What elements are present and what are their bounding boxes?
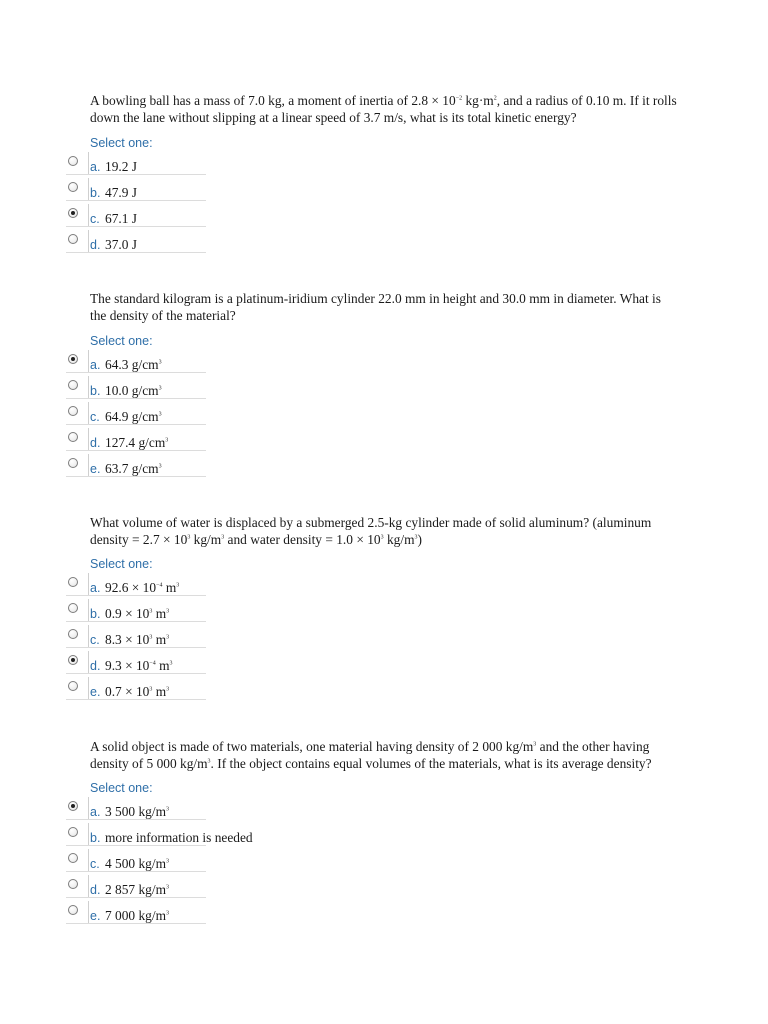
option-1c[interactable]: [66, 208, 286, 234]
option-letter: e.: [90, 909, 101, 923]
option-text: 2 857 $kg/m^3$: [105, 882, 170, 897]
question-1-text: A bowling ball has a mass of 7.0 kg, a moment of inertia of $2.8 \times 10^{-2}$ $kg\cdot m^2$, and a radius of 0.10 m. If it rolls down the lane without slipping at a linear speed of 3.7 m/s, what is its total kinetic energy?: [90, 93, 677, 125]
option-letter: d.: [90, 883, 101, 897]
option-2b[interactable]: [66, 380, 286, 406]
option-text: $92.6 \times 10^{-4}$ $m^3$: [105, 580, 180, 595]
option-2d[interactable]: [66, 432, 286, 458]
radio-button-selected[interactable]: [68, 655, 78, 665]
option-letter: c.: [90, 410, 100, 424]
option-1a[interactable]: [66, 156, 286, 182]
option-letter: b.: [90, 186, 101, 200]
option-letter: a.: [90, 581, 101, 595]
option-letter: c.: [90, 633, 100, 647]
option-2a[interactable]: [66, 354, 286, 380]
radio-button[interactable]: [68, 905, 78, 915]
option-text: more information is needed: [105, 830, 253, 845]
option-letter: e.: [90, 462, 101, 476]
radio-button-selected[interactable]: [68, 801, 78, 811]
radio-button[interactable]: [68, 156, 78, 166]
radio-button[interactable]: [68, 234, 78, 244]
option-text: 64.9 $g/cm^3$: [105, 409, 162, 424]
option-3e[interactable]: [66, 681, 286, 707]
option-letter: d.: [90, 659, 101, 673]
option-text: 47.9 J: [105, 185, 137, 200]
option-4d[interactable]: [66, 879, 286, 905]
question-4-text: A solid object is made of two materials, one material having density of 2 000 $kg/m^3$ and the other having density of 5 000 $kg/m^3$. If the object contains equal volumes of the materials, what is its average density?: [90, 739, 652, 771]
option-text: 7 000 $kg/m^3$: [105, 908, 170, 923]
select-one-label: Select one:: [90, 334, 153, 348]
option-letter: a.: [90, 160, 101, 174]
option-text: 37.0 J: [105, 237, 137, 252]
select-one-label: Select one:: [90, 781, 153, 795]
option-2e[interactable]: [66, 458, 286, 484]
option-text: $8.3 \times 10^3$ $m^3$: [105, 632, 170, 647]
select-one-label: Select one:: [90, 136, 153, 150]
option-3d[interactable]: [66, 655, 286, 681]
option-text: 67.1 J: [105, 211, 137, 226]
option-text: 3 500 $kg/m^3$: [105, 804, 170, 819]
radio-button[interactable]: [68, 458, 78, 468]
question-3-text: What volume of water is displaced by a submerged 2.5-kg cylinder made of solid aluminum? (aluminum density = $2.7 \times 10^3$ $kg/m^3$ and water density = $1.0 \times 10^3$ $kg/m^3$): [90, 515, 652, 547]
option-text: 4 500 $kg/m^3$: [105, 856, 170, 871]
option-text: 10.0 $g/cm^3$: [105, 383, 162, 398]
option-letter: b.: [90, 384, 101, 398]
option-letter: c.: [90, 857, 100, 871]
select-one-label: Select one:: [90, 557, 153, 571]
radio-button[interactable]: [68, 853, 78, 863]
option-text: 64.3 $g/cm^3$: [105, 357, 162, 372]
option-text: $9.3 \times 10^{-4}$ $m^3$: [105, 658, 173, 673]
radio-button[interactable]: [68, 406, 78, 416]
option-1d[interactable]: [66, 234, 286, 260]
option-4a[interactable]: [66, 801, 286, 827]
option-3b[interactable]: [66, 603, 286, 629]
option-letter: d.: [90, 436, 101, 450]
option-1b[interactable]: [66, 182, 286, 208]
option-letter: a.: [90, 805, 101, 819]
option-text: $0.7 \times 10^3$ $m^3$: [105, 684, 170, 699]
radio-button[interactable]: [68, 879, 78, 889]
radio-button[interactable]: [68, 380, 78, 390]
option-4b[interactable]: [66, 827, 286, 853]
radio-button[interactable]: [68, 827, 78, 837]
radio-button-selected[interactable]: [68, 208, 78, 218]
radio-button[interactable]: [68, 432, 78, 442]
radio-button[interactable]: [68, 629, 78, 639]
option-text: 127.4 $g/cm^3$: [105, 435, 169, 450]
radio-button-selected[interactable]: [68, 354, 78, 364]
option-letter: e.: [90, 685, 101, 699]
option-letter: b.: [90, 831, 101, 845]
radio-button[interactable]: [68, 603, 78, 613]
radio-button[interactable]: [68, 182, 78, 192]
option-3c[interactable]: [66, 629, 286, 655]
option-text: 63.7 $g/cm^3$: [105, 461, 162, 476]
option-letter: a.: [90, 358, 101, 372]
radio-button[interactable]: [68, 577, 78, 587]
question-2-text: The standard kilogram is a platinum-iridium cylinder 22.0 mm in height and 30.0 mm in diameter. What is the density of the material?: [90, 291, 661, 323]
option-letter: b.: [90, 607, 101, 621]
option-text: 19.2 J: [105, 159, 137, 174]
option-2c[interactable]: [66, 406, 286, 432]
option-text: $0.9 \times 10^3$ $m^3$: [105, 606, 170, 621]
option-4c[interactable]: [66, 853, 286, 879]
option-4e[interactable]: [66, 905, 286, 931]
option-letter: d.: [90, 238, 101, 252]
option-3a[interactable]: [66, 577, 286, 603]
radio-button[interactable]: [68, 681, 78, 691]
option-letter: c.: [90, 212, 100, 226]
